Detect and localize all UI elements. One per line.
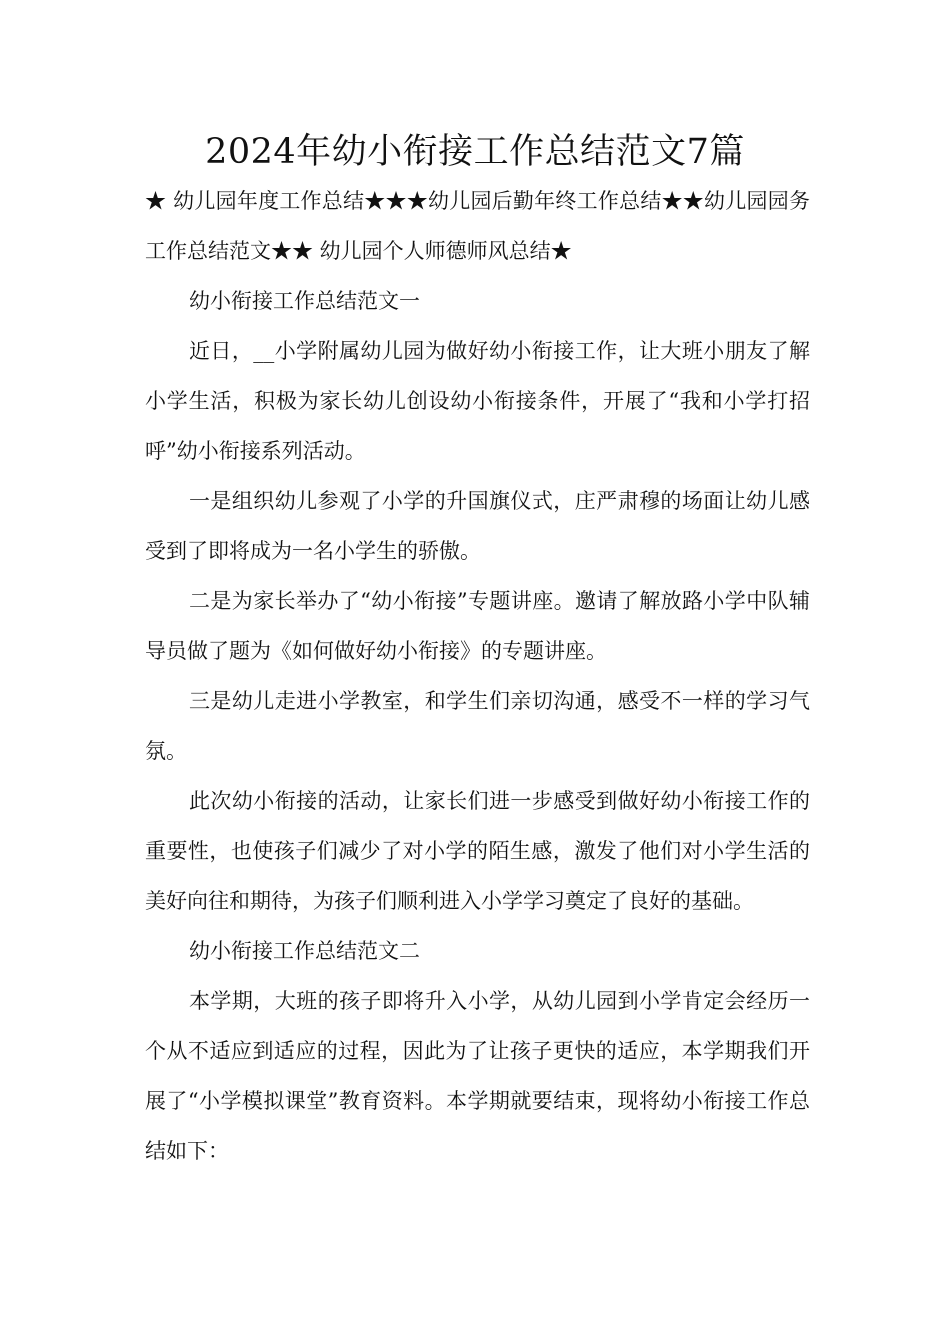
body-paragraph: 一是组织幼儿参观了小学的升国旗仪式，庄严肃穆的场面让幼儿感受到了即将成为一名小学生的骄傲。 (145, 489, 810, 563)
related-articles-line[interactable]: ★ 幼儿园年度工作总结★★★幼儿园后勤年终工作总结★★幼儿园园务工作总结范文★★ 幼儿园个人师德师风总结★ (145, 189, 810, 263)
section-heading-two: 幼小衔接工作总结范文二 (189, 939, 420, 963)
body-paragraph: 三是幼儿走进小学教室，和学生们亲切沟通，感受不一样的学习气氛。 (145, 689, 810, 763)
section-heading-one: 幼小衔接工作总结范文一 (189, 289, 420, 313)
body-paragraph: 近日，__小学附属幼儿园为做好幼小衔接工作，让大班小朋友了解小学生活，积极为家长幼儿创设幼小衔接条件，开展了“我和小学打招呼”幼小衔接系列活动。 (145, 339, 810, 463)
body-paragraph: 本学期，大班的孩子即将升入小学，从幼儿园到小学肯定会经历一个从不适应到适应的过程，因此为了让孩子更快的适应，本学期我们开展了“小学模拟课堂”教育资料。本学期就要结束，现将幼小衔接工作总结如下： (145, 989, 810, 1163)
document-title: 2024年幼小衔接工作总结范文7篇 (205, 132, 745, 172)
body-paragraph: 此次幼小衔接的活动，让家长们进一步感受到做好幼小衔接工作的重要性，也使孩子们减少了对小学的陌生感，激发了他们对小学生活的美好向往和期待，为孩子们顺利进入小学学习奠定了良好的基础。 (145, 789, 810, 913)
body-paragraph: 二是为家长举办了“幼小衔接”专题讲座。邀请了解放路小学中队辅导员做了题为《如何做好幼小衔接》的专题讲座。 (145, 589, 810, 663)
document-body (145, 176, 810, 1176)
